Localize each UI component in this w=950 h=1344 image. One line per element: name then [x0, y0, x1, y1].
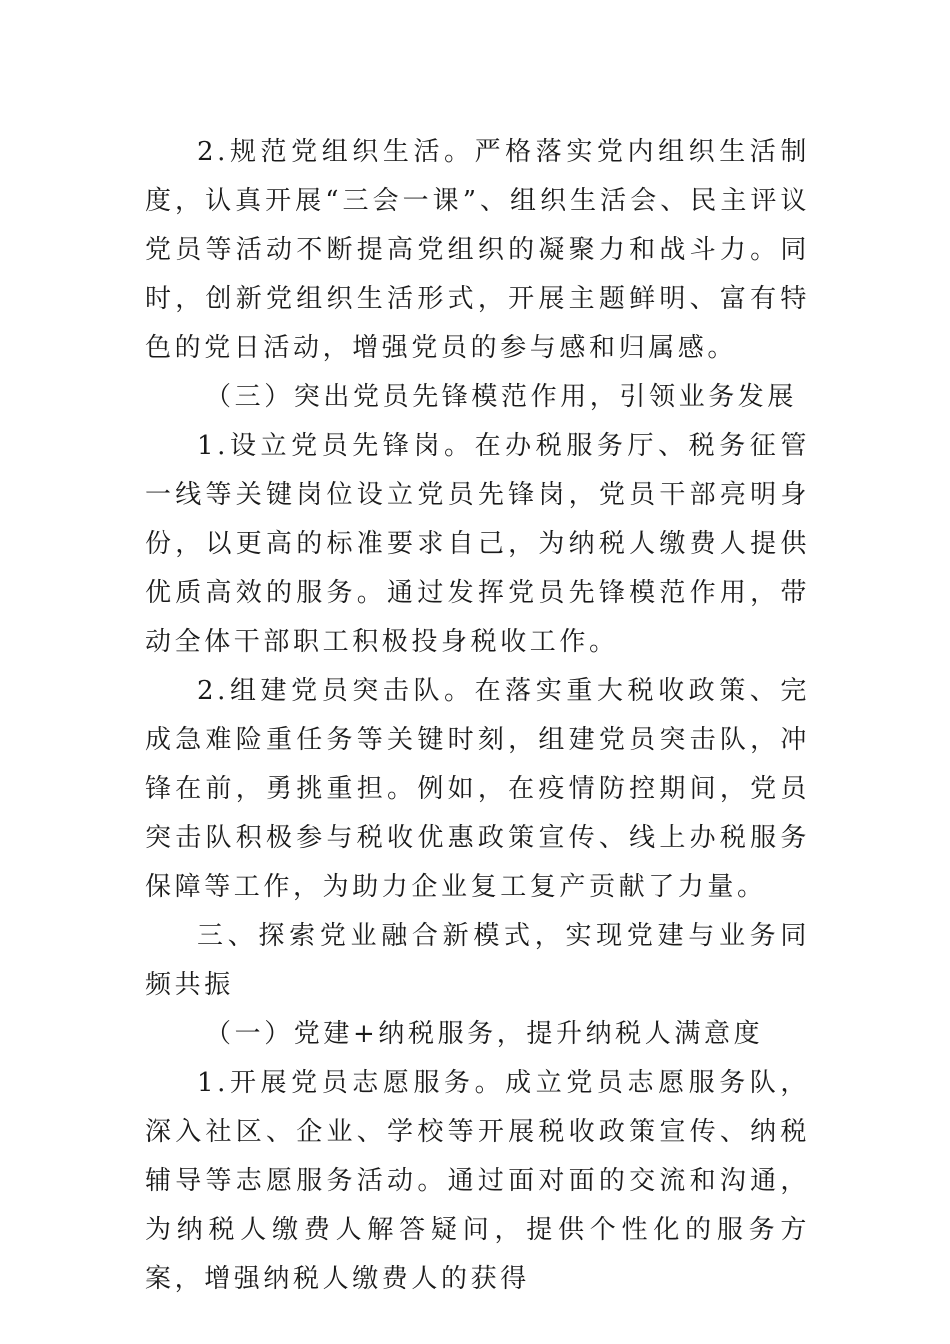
section-heading-vanguard-role: （三）突出党员先锋模范作用，引领业务发展	[205, 382, 798, 412]
paragraph-regulate-party-life: 2.规范党组织生活。严格落实党内组织生活制度，认真开展“三会一课”、组织生活会、民主评议党员等活动不断提高党组织的凝聚力和战斗力。同时，创新党组织生活形式，开展主题鲜明、富有特色的党日活动，增强党员的参与感和归属感。	[145, 137, 810, 363]
paragraph-vanguard-post: 1.设立党员先锋岗。在办税服务厅、税务征管一线等关键岗位设立党员先锋岗，党员干部亮明身份，以更高的标准要求自己，为纳税人缴费人提供优质高效的服务。通过发挥党员先锋模范作用，带动全体干部职工积极投身税收工作。	[145, 431, 810, 657]
section-heading-tax-service: （一）党建+纳税服务，提升纳税人满意度	[205, 1019, 764, 1049]
paragraph-volunteer-service: 1.开展党员志愿服务。成立党员志愿服务队，深入社区、企业、学校等开展税收政策宣传、纳税辅导等志愿服务活动。通过面对面的交流和沟通，为纳税人缴费人解答疑问，提供个性化的服务方案，增强纳税人缴费人的获得	[145, 1068, 810, 1294]
paragraph-commando-team: 2.组建党员突击队。在落实重大税收政策、完成急难险重任务等关键时刻，组建党员突击队，冲锋在前，勇挑重担。例如，在疫情防控期间，党员突击队积极参与税收优惠政策宣传、线上办税服务保障等工作，为助力企业复工复产贡献了力量。	[145, 676, 810, 902]
document-body	[145, 128, 810, 1304]
section-heading-integration-model: 三、探索党业融合新模式，实现党建与业务同频共振	[145, 921, 810, 1000]
